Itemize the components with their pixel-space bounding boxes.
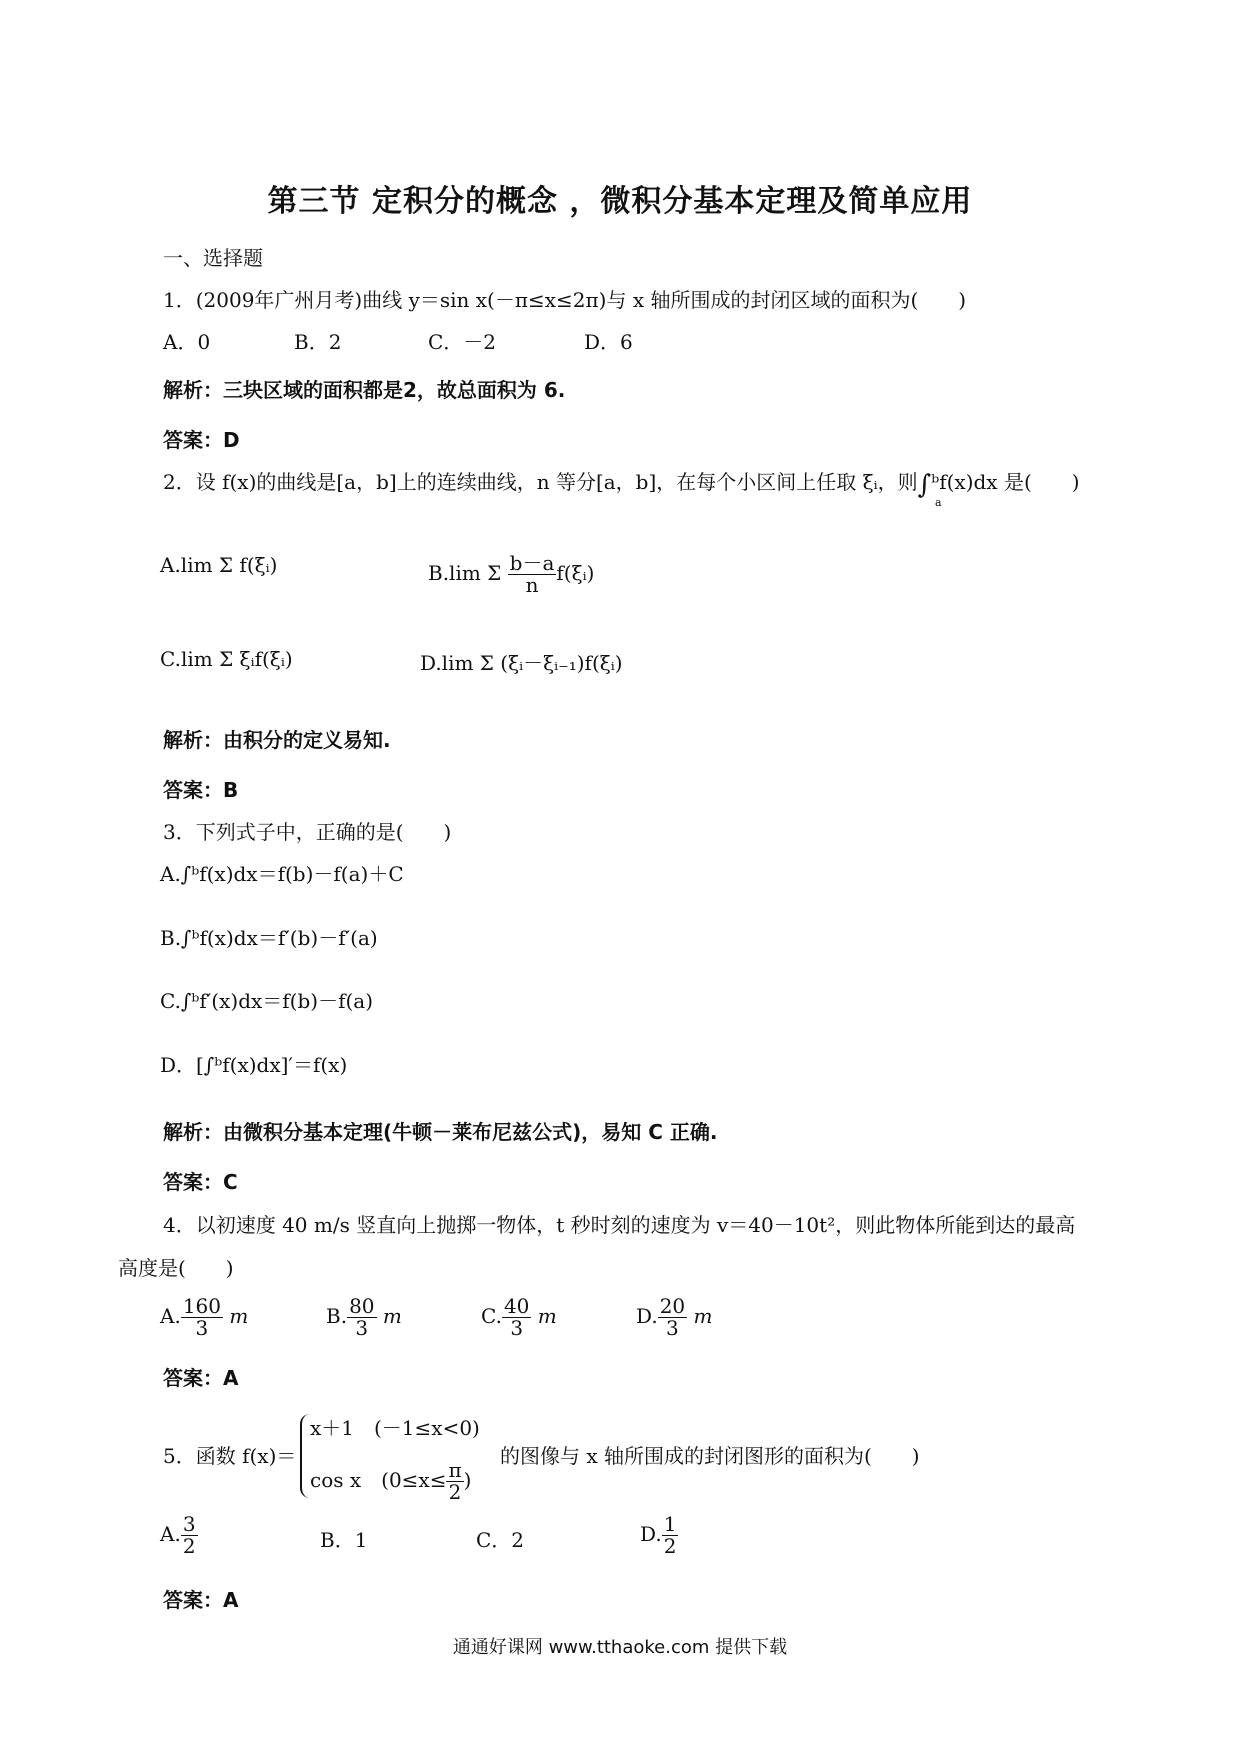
q1-analysis: 解析：三块区域的面积都是2，故总面积为 6. — [163, 378, 566, 402]
q2-analysis: 解析：由积分的定义易知. — [163, 728, 391, 752]
q2-option-a: A.lim Σ f(ξᵢ) — [160, 553, 278, 577]
q5-option-b: B．1 — [320, 1528, 368, 1552]
q4-answer: 答案：A — [163, 1366, 239, 1390]
q1-option-b: B．2 — [294, 330, 342, 354]
q4-option-a-num: 160 — [182, 1294, 221, 1318]
q3-option-b: B.∫ᵇf(x)dx＝f′(b)－f′(a) — [160, 926, 378, 950]
q2-option-b — [428, 553, 594, 596]
q2-option-b-label: B.lim Σ — [428, 561, 502, 585]
q4-option-c-unit: m — [537, 1304, 557, 1328]
q4-option-a — [160, 1296, 248, 1339]
q2-stem — [163, 466, 1080, 509]
q1-option-a: A．0 — [163, 330, 211, 354]
q5-option-d-num: 1 — [663, 1512, 677, 1536]
q5-option-c: C．2 — [476, 1528, 525, 1552]
q3-option-d: D．[∫ᵇf(x)dx]′＝f(x) — [160, 1053, 348, 1077]
q1-option-c: C．－2 — [428, 330, 497, 354]
q4-option-b-label: B. — [326, 1304, 348, 1328]
q4-option-c — [481, 1296, 557, 1339]
q4-option-b-den: 3 — [355, 1316, 369, 1340]
q4-option-d-num: 20 — [659, 1294, 686, 1318]
q4-option-c-label: C. — [481, 1304, 502, 1328]
q1-answer: 答案：D — [163, 428, 240, 452]
q4-option-d-label: D. — [636, 1304, 658, 1328]
q4-option-d-den: 3 — [666, 1316, 679, 1340]
q5-option-a-label: A. — [160, 1522, 181, 1546]
q5-case2-close: ) — [463, 1468, 472, 1492]
q2-option-c: C.lim Σ ξᵢf(ξᵢ) — [160, 647, 293, 671]
q4-option-c-num: 40 — [503, 1294, 530, 1318]
q5-case2 — [310, 1460, 471, 1503]
q2-stem-integrand: ᵇf(x)dx 是( ) — [931, 470, 1080, 494]
q1-stem: 1．(2009年广州月考)曲线 y＝sin x(－π≤x≤2π)与 x 轴所围成的封闭区域的面积为( ) — [163, 288, 967, 312]
q3-option-a: A.∫ᵇf(x)dx＝f(b)－f(a)＋C — [160, 862, 404, 886]
q5-option-d-den: 2 — [663, 1534, 677, 1558]
q5-case1: x＋1 (－1≤x<0) — [310, 1416, 480, 1440]
q4-option-a-label: A. — [160, 1304, 181, 1328]
q4-option-a-den: 3 — [195, 1316, 209, 1340]
q5-option-a — [160, 1514, 198, 1557]
q5-stem-pre: 5．函数 f(x)＝ — [163, 1444, 297, 1468]
integral-sign: ∫ — [917, 470, 932, 500]
q4-option-d-unit: m — [693, 1304, 713, 1328]
q2-frac-den: n — [525, 573, 539, 597]
q5-option-a-num: 3 — [182, 1512, 196, 1536]
q4-option-d — [636, 1296, 712, 1339]
q4-option-b-num: 80 — [349, 1294, 375, 1318]
q4-option-b-unit: m — [382, 1304, 402, 1328]
q2-frac-num: b－a — [509, 551, 555, 575]
q3-option-c: C.∫ᵇf′(x)dx＝f(b)－f(a) — [160, 989, 374, 1013]
q3-stem: 3．下列式子中，正确的是( ) — [163, 820, 452, 844]
page-footer: 通通好课网 www.tthaoke.com 提供下载 — [452, 1637, 788, 1658]
q4-stem-line2: 高度是( ) — [118, 1256, 234, 1280]
q2-frac-after: f(ξᵢ) — [556, 561, 595, 585]
q2-answer: 答案：B — [163, 778, 239, 802]
q4-stem-line1: 4．以初速度 40 m/s 竖直向上抛掷一物体，t 秒时刻的速度为 v＝40－10t²，则此物体所能到达的最高 — [163, 1213, 1076, 1237]
q2-lower-limit: a — [935, 496, 942, 509]
q5-option-d — [640, 1514, 678, 1557]
q5-stem-post: 的图像与 x 轴所围成的封闭图形的面积为( ) — [500, 1444, 920, 1468]
q4-option-b — [326, 1296, 402, 1339]
q5-answer: 答案：A — [163, 1588, 239, 1612]
q3-analysis: 解析：由微积分基本定理(牛顿－莱布尼兹公式)，易知 C 正确. — [163, 1120, 718, 1144]
q4-option-c-den: 3 — [510, 1316, 524, 1340]
q2-stem-text: 2．设 f(x)的曲线是[a，b]上的连续曲线，n 等分[a，b]，在每个小区间上任取 ξᵢ，则 — [163, 470, 918, 494]
q2-option-b-fraction — [508, 553, 557, 596]
q5-case2-num: π — [448, 1458, 462, 1482]
q1-option-d: D．6 — [584, 330, 633, 354]
q3-answer: 答案：C — [163, 1170, 238, 1194]
q2-option-d: D.lim Σ (ξᵢ－ξᵢ₋₁)f(ξᵢ) — [420, 651, 623, 675]
q5-case2-den: 2 — [448, 1480, 462, 1504]
q5-option-a-den: 2 — [182, 1534, 196, 1558]
q4-option-a-unit: m — [229, 1304, 249, 1328]
q5-case2-text: cos x (0≤x≤ — [310, 1468, 447, 1492]
q5-option-d-label: D. — [640, 1522, 662, 1546]
section-heading: 一、选择题 — [163, 246, 263, 270]
page-title: 第三节 定积分的概念 ，微积分基本定理及简单应用 — [267, 184, 973, 219]
